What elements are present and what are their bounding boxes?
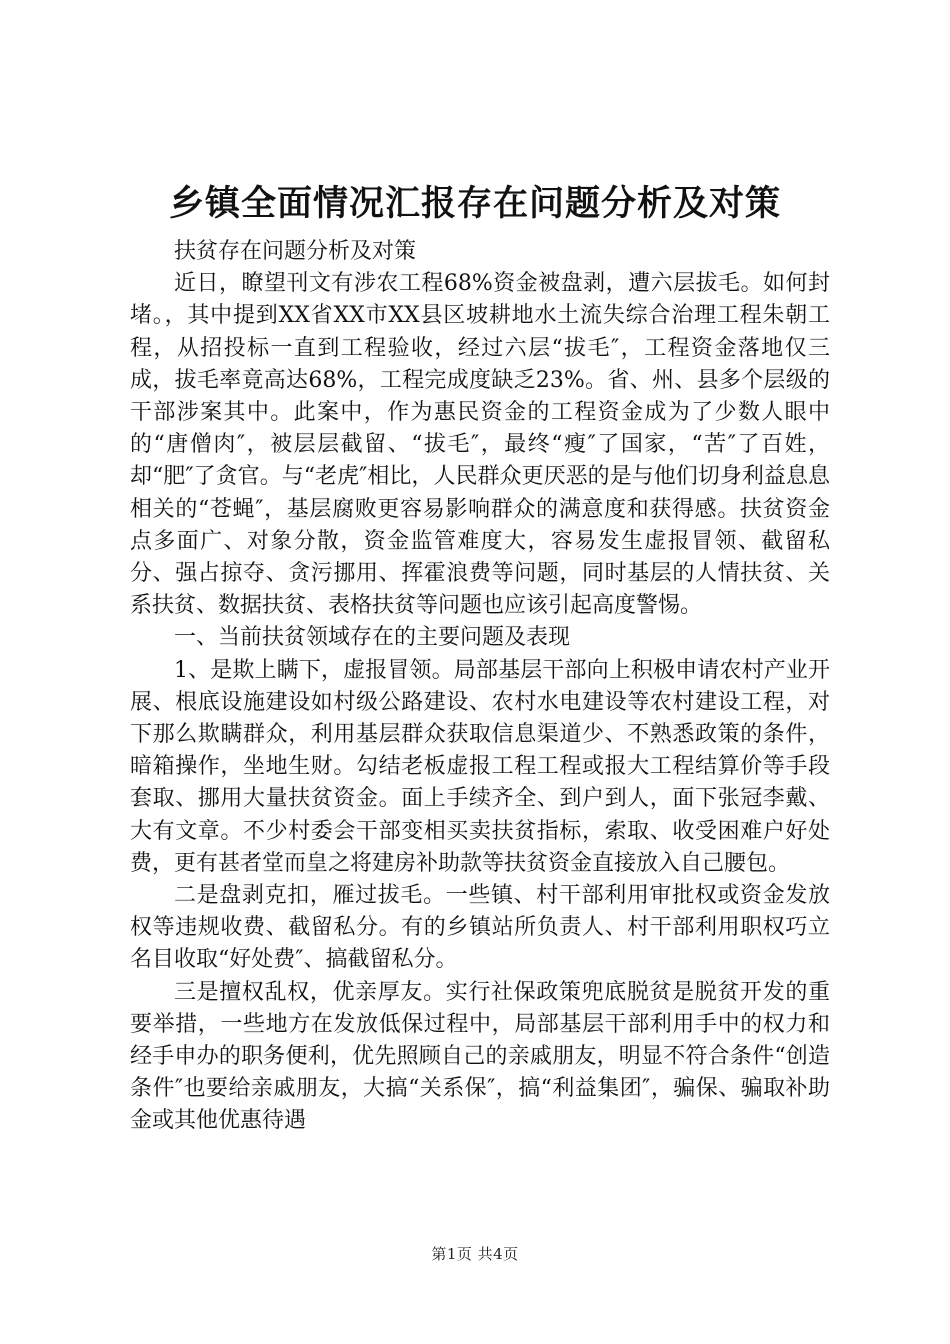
page-number-footer: 第1页 共4页 xyxy=(431,1245,519,1263)
section-heading: 一、当前扶贫领域存在的主要问题及表现 xyxy=(174,625,571,651)
body-paragraph: 三是擅权乱权，优亲厚友。实行社保政策兜底脱贫是脱贫开发的重要举措，一些地方在发放低保过程中，局部基层干部利用手中的权力和经手申办的职务便利，优先照顾自己的亲戚朋友，明显不符合条件“创造条件″也要给亲戚朋友，大搞“关系保″，搞“利益集团″，骗保、骗取补助金或其他优惠待遇 xyxy=(130,979,830,1134)
document-body xyxy=(130,236,830,1138)
subtitle-paragraph: 扶贫存在问题分析及对策 xyxy=(174,239,417,264)
intro-paragraph: 近日，瞭望刊文有涉农工程68%资金被盘剥，遭六层拔毛。如何封堵。，其中提到XX省XX市XX县区坡耕地水土流失综合治理工程朱朝工程，从招投标一直到工程验收，经过六层“拔毛″，工程资金落地仅三成，拔毛率竟高达68%，工程完成度缺乏23%。省、州、县多个层级的干部涉案其中。此案中，作为惠民资金的工程资金成为了少数人眼中的“唐僧肉″，被层层截留、“拔毛″，最终“瘦″了国家，“苦″了百姓，却“肥″了贪官。与“老虎″相比，人民群众更厌恶的是与他们切身利益息息相关的“苍蝇″，基层腐败更容易影响群众的满意度和获得感。扶贫资金点多面广、对象分散，资金监管难度大，容易发生虚报冒领、截留私分、强占掠夺、贪污挪用、挥霍浪费等问题，同时基层的人情扶贫、关系扶贫、数据扶贫、表格扶贫等问题也应该引起高度警惕。 xyxy=(130,271,830,619)
body-paragraph: 1、是欺上瞒下，虚报冒领。局部基层干部向上积极申请农村产业开展、根底设施建设如村级公路建设、农村水电建设等农村建设工程，对下那么欺瞒群众，利用基层群众获取信息渠道少、不熟悉政策的条件，暗箱操作，坐地生财。勾结老板虚报工程工程或报大工程结算价等手段套取、挪用大量扶贫资金。面上手续齐全、到户到人，面下张冠李戴、大有文章。不少村委会干部变相买卖扶贫指标，索取、收受困难户好处费，更有甚者堂而皇之将建房补助款等扶贫资金直接放入自己腰包。 xyxy=(130,657,830,876)
body-paragraph: 二是盘剥克扣，雁过拔毛。一些镇、村干部利用审批权或资金发放权等违规收费、截留私分。有的乡镇站所负责人、村干部利用职权巧立名目收取“好处费″、搞截留私分。 xyxy=(130,883,830,973)
document-title: 乡镇全面情况汇报存在问题分析及对策 xyxy=(168,183,781,224)
